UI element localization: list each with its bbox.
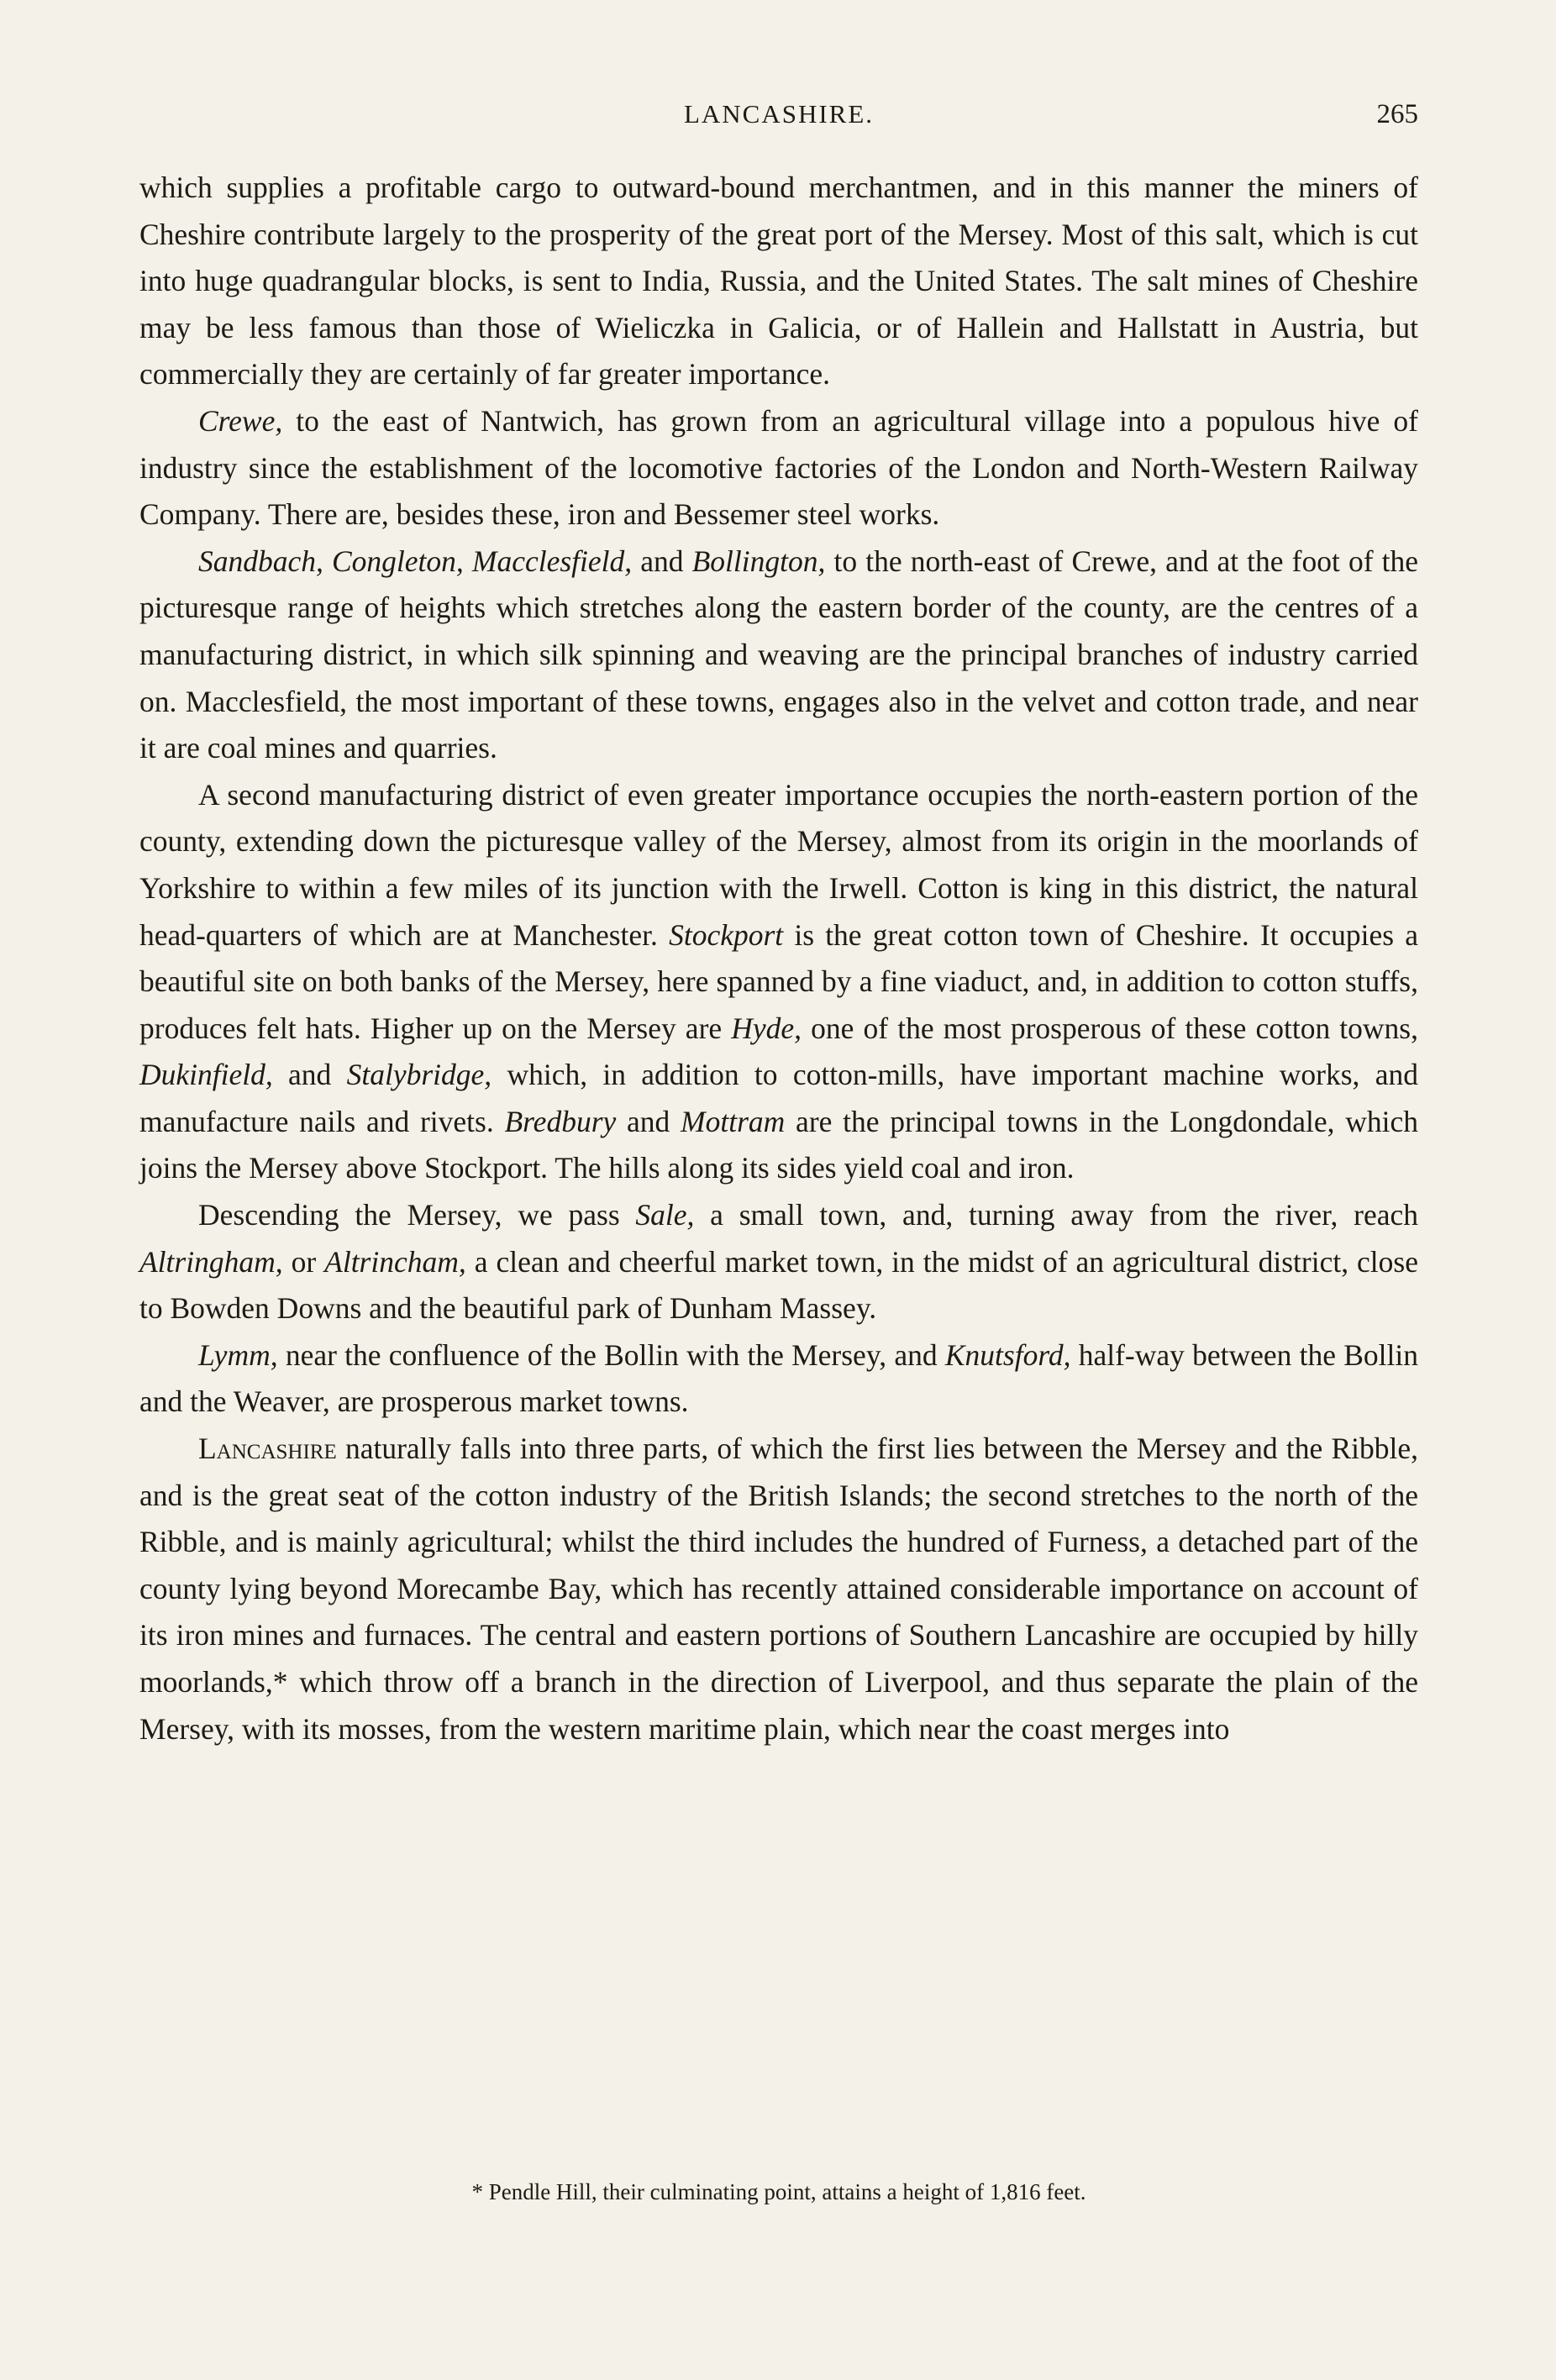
paragraph [139, 1192, 1418, 1332]
text-run: to the north-east of Crewe, and at the foot of the picturesque range of heights which stretches along the eastern border of the county, are the centres of a manufacturing district, in which silk spinning and weaving are the principal branches of industry carried on. Macclesfield, the most important of these towns, engages also in the velvet and cotton trade, and near it are coal mines and quarries. [139, 544, 1418, 765]
italic-place-name: Dukinfield, [139, 1058, 273, 1092]
paragraph [139, 165, 1418, 398]
text-run: to the east of Nantwich, has grown from an agricultural village into a populous hive of industry since the establishment of the locomotive factories of the London and North-Western Railway Company. There are, besides these, iron and Bessemer steel works. [139, 403, 1418, 532]
italic-place-name: Sandbach, Congleton, Macclesfield, [198, 544, 633, 578]
text-run: half-way between the Bollin and the Weaver, are prosperous market towns. [139, 1337, 1418, 1419]
paragraph [139, 398, 1418, 539]
italic-place-name: Crewe, [198, 403, 283, 438]
small-caps-heading: Lancashire [198, 1432, 337, 1466]
italic-place-name: Bredbury [504, 1104, 617, 1138]
italic-place-name: Bollington, [691, 544, 826, 578]
text-run: A second manufacturing district of even greater importance occupies the north-eastern portion of the county, extending down the picturesque valley of the Mersey, almost from its origin in the moorlands of Yorkshire to within a few miles of its junction with the Irwell. Cotton is king in this district, the natural head-quarters of which are at Manchester. [139, 777, 1418, 952]
paragraph [139, 772, 1418, 1192]
italic-place-name: Mottram [681, 1104, 786, 1138]
italic-place-name: Stockport [669, 917, 784, 952]
text-run: and [272, 1058, 347, 1092]
text-run: which, in addition to cotton-mills, have important machine works, and manufacture nails and rivets. [139, 1058, 1418, 1138]
text-run: a small town, and, turning away from the river, reach [694, 1198, 1418, 1232]
text-run: is the great cotton town of Cheshire. It occupies a beautiful site on both banks of the Mersey, here spanned by a fine viaduct, and, in addition to cotton stuffs, produces felt hats. Higher up on the Mersey are [139, 917, 1418, 1045]
text-run: and [616, 1104, 681, 1138]
italic-place-name: Stalybridge, [346, 1058, 492, 1092]
italic-place-name: Altrincham, [324, 1244, 466, 1279]
italic-place-name: Altringham, [139, 1244, 283, 1279]
running-head: LANCASHIRE. [683, 99, 875, 129]
body-text [139, 165, 1418, 1752]
text-run: naturally falls into three parts, of which the first lies between the Mersey and the Ribble, and is the great seat of the cotton industry of the British Islands; the second stretches to the north of the Ribble, and is mainly agricultural; whilst the third includes the hundred of Furness, a detached part of the county lying beyond Morecambe Bay, which has recently attained considerable importance on account of its iron mines and furnaces. The central and eastern portions of Southern Lancashire are occupied by hilly moorlands,* which throw off a branch in the direction of Liverpool, and thus separate the plain of the Mersey, with its mosses, from the western maritime plain, which near the coast merges into [139, 1432, 1418, 1746]
text-run: which supplies a profitable cargo to outward-bound merchantmen, and in this manner the miners of Cheshire contribute largely to the prosperity of the great port of the Mersey. Most of this salt, which is cut into huge quadrangular blocks, is sent to India, Russia, and the United States. The salt mines of Cheshire may be less famous than those of Wieliczka in Galicia, or of Hallein and Hallstatt in Austria, but commercially they are certainly of far greater importance. [139, 171, 1418, 391]
text-run: and [632, 544, 692, 578]
page-number: 265 [1376, 99, 1418, 129]
paragraph [139, 539, 1418, 772]
italic-place-name: Knutsford, [944, 1337, 1071, 1372]
text-run: or [282, 1244, 325, 1279]
paragraph [139, 1332, 1418, 1426]
text-run: near the confluence of the Bollin with the Mersey, and [277, 1337, 945, 1372]
text-run: a clean and cheerful market town, in the midst of an agricultural district, close to Bowden Downs and the beautiful park of Dunham Massey. [139, 1244, 1418, 1326]
text-run: Descending the Mersey, we pass [198, 1198, 636, 1232]
italic-place-name: Sale, [635, 1198, 695, 1232]
italic-place-name: Hyde, [731, 1011, 802, 1045]
text-run: are the principal towns in the Longdondale, which joins the Mersey above Stockport. The hills along its sides yield coal and iron. [139, 1104, 1418, 1185]
paragraph [139, 1426, 1418, 1752]
text-run: one of the most prosperous of these cotton towns, [802, 1011, 1418, 1045]
page-header [139, 94, 1418, 136]
footnote: * Pendle Hill, their culminating point, attains a height of 1,816 feet. [471, 2179, 1086, 2204]
italic-place-name: Lymm, [198, 1337, 278, 1372]
